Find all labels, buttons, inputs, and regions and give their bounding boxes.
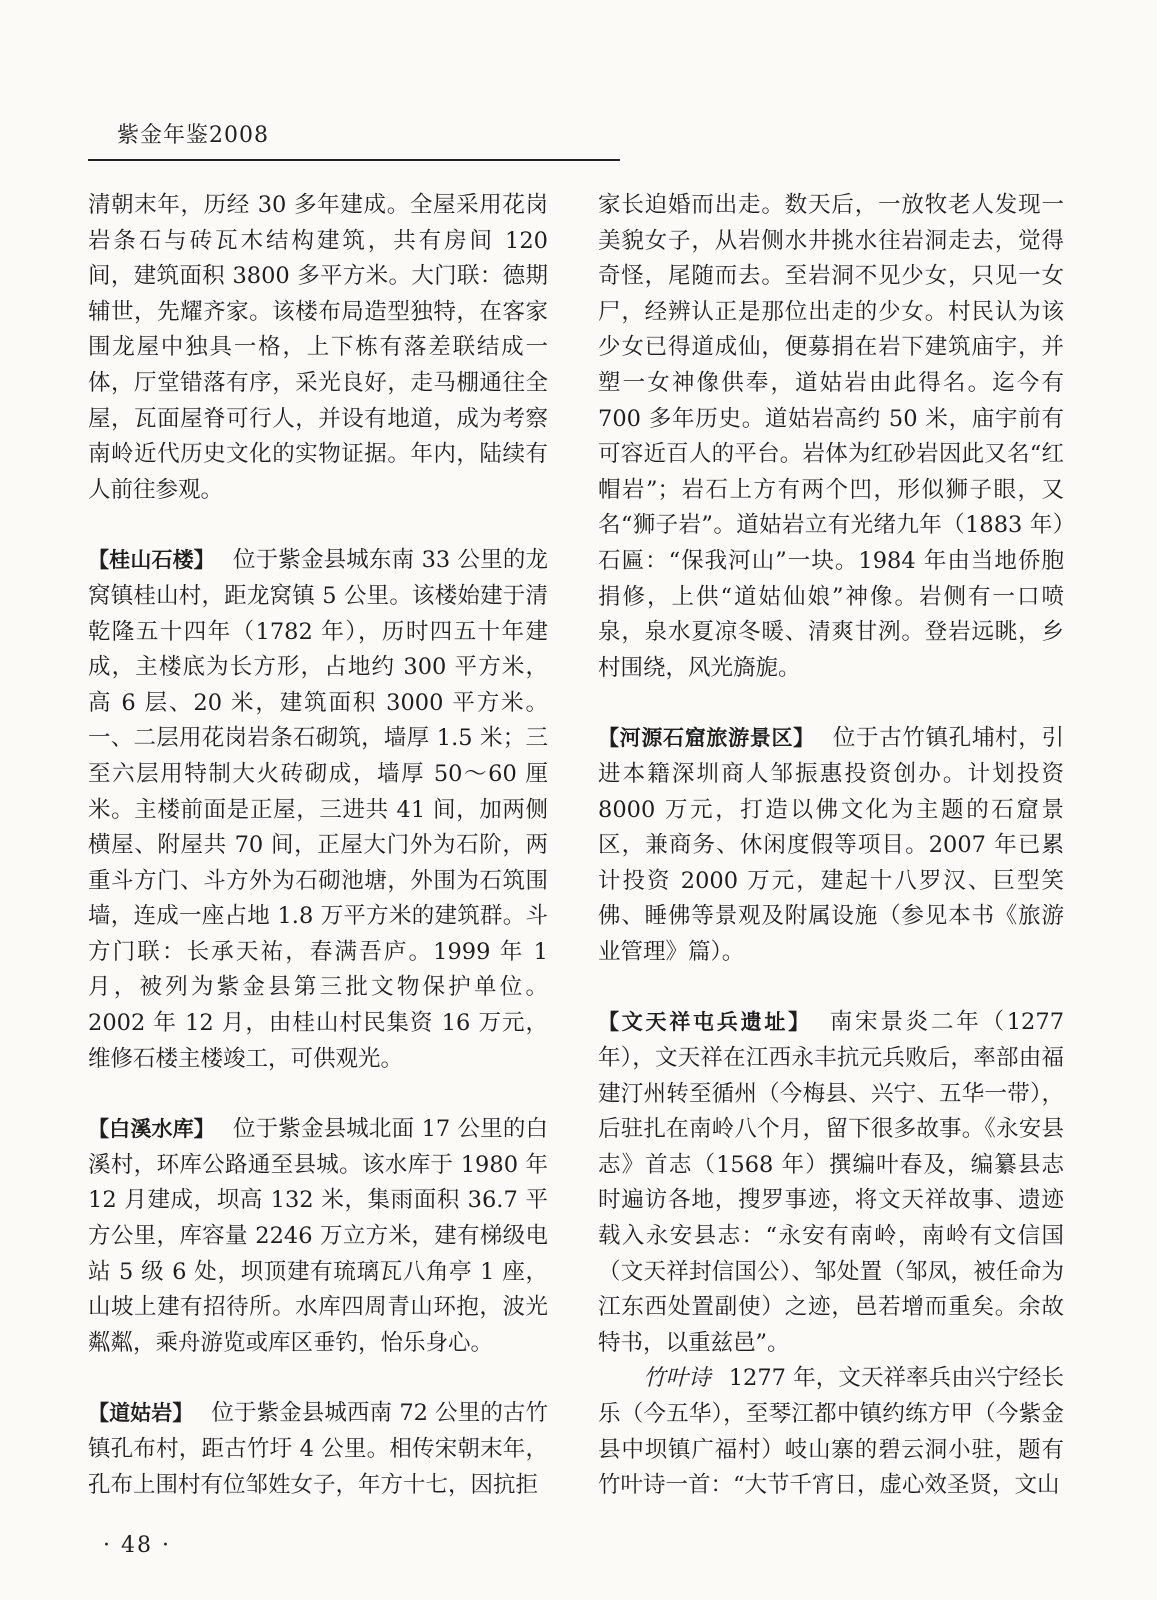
entry-text: 南宋景炎二年（1277 年），文天祥在江西永丰抗元兵败后，率部由福建汀州转至循州（今梅县、兴宁、五华一带），后驻扎在南岭八个月，留下很多故事。《永安县志》首志（1568 年）撰编叶春及，编纂县志时遍访各地，搜罗事迹，将文天祥故事、遗迹载入永安县志：“永安有南岭，南岭有文信国（文天祥封信国公）、邹处置（邹凤，被任命为江东西处置副使）之迹，邑若增而重矣。余故特书，以重兹邑”。 (598, 1009, 1065, 1356)
subsection-label: 竹叶诗 (643, 1365, 711, 1392)
entry-title: 【白溪水库】 (88, 1117, 215, 1142)
header-rule (88, 159, 620, 161)
entry-text: 位于紫金县城东南 33 公里的龙窝镇桂山村，距龙窝镇 5 公里。该楼始建于清乾隆五十四年（1782 年），历时四五十年建成，主楼底为长方形，占地约 300 平方米，高 6 层、20 米，建筑面积 3000 平方米。一、二层用花岗岩条石砌筑，墙厚 1.5 米；三至六层用特制大火砖砌成，墙厚 50～60 厘米。主楼前面是正屋，三进共 41 间，加两侧横屋、附屋共 70 间，正屋大门外为石阶，两重斗方门、斗方外为石砌池塘，外围为石筑围墙，连成一座占地 1.8 万平方米的建筑群。斗方门联：长承天祐，春满吾庐。1999 年 1 月，被列为紫金县第三批文物保护单位。2002 年 12 月，由桂山村民集资 16 万元，维修石楼主楼竣工，可供观光。 (88, 547, 548, 1072)
continued-paragraph: 清朝末年，历经 30 多年建成。全屋采用花岗岩条石与砖瓦木结构建筑，共有房间 120 间，建筑面积 3800 多平方米。大门联：德期辅世，先耀齐家。该楼布局造型独特，在客家围龙屋中独具一格，上下栋有落差联结成一体，厅堂错落有序，采光良好，走马棚通往全屋，瓦面屋脊可行人，并设有地道，成为考察南岭近代历史文化的实物证据。年内，陆续有人前往参观。 (88, 192, 548, 503)
entry-daogu-rock (88, 1396, 548, 1503)
entry-title: 【道姑岩】 (88, 1401, 194, 1426)
entry-title: 【文天祥屯兵遗址】 (598, 1010, 812, 1035)
page-number: · 48 · (103, 1533, 171, 1558)
subsection-bamboo-leaf-poem (598, 1361, 1064, 1503)
entry-title: 【河源石窟旅游景区】 (598, 726, 815, 751)
right-column (598, 188, 1064, 1504)
entry-title: 【桂山石楼】 (88, 548, 215, 573)
left-column (88, 188, 548, 1503)
entry-text: 位于紫金县城西南 72 公里的古竹镇孔布村，距古竹圩 4 公里。相传宋朝末年，孔布上围村有位邹姓女子，年方十七，因抗拒 (88, 1400, 549, 1498)
entry-wen-tianxiang-site (598, 1005, 1064, 1361)
running-head: 紫金年鉴2008 (117, 123, 269, 148)
subsection-text: 1277 年，文天祥率兵由兴宁经长乐（今五华），至琴江都中镇约练方甲（今紫金县中坝镇广福村）岐山寨的碧云洞小驻，题有竹叶诗一首：“大节千宵日，虚心效圣贤，文山 (598, 1365, 1064, 1499)
continued-paragraph: 家长迫婚而出走。数天后，一放牧老人发现一美貌女子，从岩侧水井挑水往岩洞走去，觉得奇怪，尾随而去。至岩洞不见少女，只见一女尸，经辨认正是那位出走的少女。村民认为该少女已得道成仙，便募捐在岩下建筑庙宇，并塑一女神像供奉，道姑岩由此得名。迄今有 700 多年历史。道姑岩高约 50 米，庙宇前有可容近百人的平台。岩体为红砂岩因此又名“红帽岩”；岩石上方有两个凹，形似狮子眼，又名“狮子岩”。道姑岩立有光绪九年（1883 年）石匾：“保我河山”一块。1984 年由当地侨胞捐修，上供“道姑仙娘”神像。岩侧有一口喷泉，泉水夏凉冬暖、清爽甘洌。登岩远眺，乡村围绕，风光旖旎。 (598, 192, 1064, 681)
entry-baixi-reservoir (88, 1112, 548, 1361)
entry-text: 位于古竹镇孔埔村，引进本籍深圳商人邹振惠投资创办。计划投资 8000 万元，打造以佛文化为主题的石窟景区，兼商务、休闲度假等项目。2007 年已累计投资 2000 万元，建起十八罗汉、巨型笑佛、睡佛等景观及附属设施（参见本书《旅游业管理》篇）。 (598, 725, 1064, 965)
entry-guishan-stone-tower (88, 543, 548, 1077)
entry-text: 位于紫金县城北面 17 公里的白溪村，环库公路通至县城。该水库于 1980 年 12 月建成，坝高 132 米，集雨面积 36.7 平方公里，库容量 2246 万立方米，建有梯级电站 5 级 6 处，坝顶建有琉璃瓦八角亭 1 座，山坡上建有招待所。水库四周青山环抱，波光粼粼，乘舟游览或库区垂钓，怡乐身心。 (88, 1116, 548, 1356)
entry-heyuan-grottoes (598, 721, 1064, 970)
